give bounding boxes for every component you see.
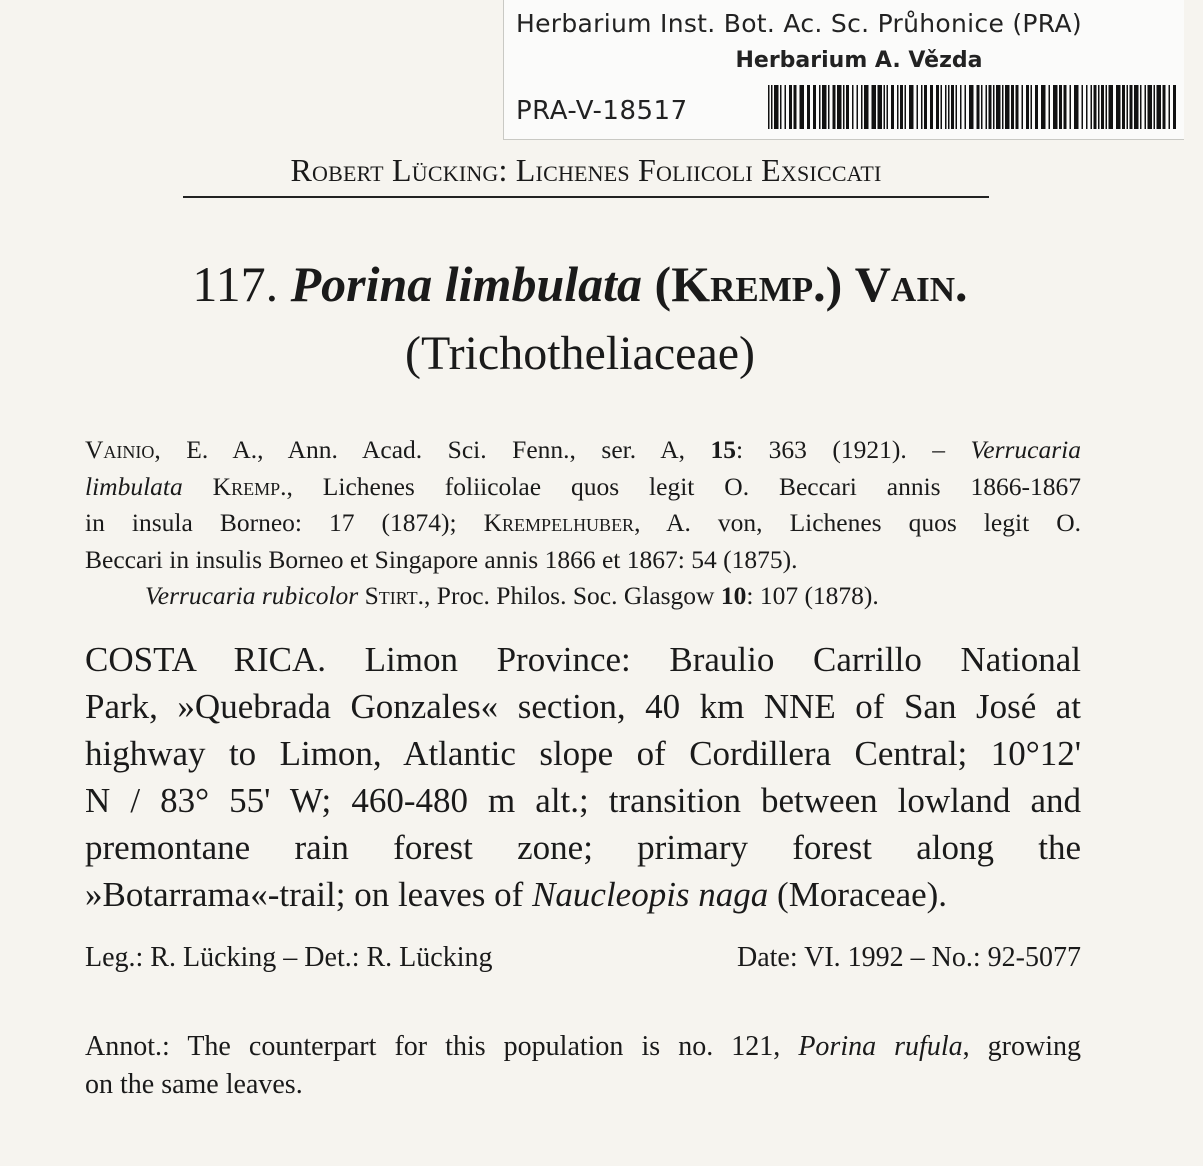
barcode-bar [1022, 85, 1024, 129]
barcode-bar [884, 85, 886, 129]
barcode-bar [1049, 85, 1051, 129]
barcode-bar [794, 85, 797, 129]
barcode-bar [1109, 85, 1114, 129]
author-vainio: Vainio [85, 435, 155, 464]
barcode-bar [828, 85, 830, 129]
citation-text: , Proc. Philos. Soc. Glasgow [424, 581, 721, 610]
taxon-author: Vain. [854, 256, 968, 312]
host-plant-name: Naucleopis naga [532, 875, 769, 914]
barcode [766, 85, 1180, 129]
barcode-bar [861, 85, 863, 129]
barcode-bar [1031, 85, 1033, 129]
barcode-bar [1163, 85, 1166, 129]
date-number: Date: VI. 1992 – No.: 92-5077 [737, 942, 1081, 973]
locality-description [85, 636, 1081, 918]
herbarium-label [503, 0, 1184, 140]
annotation-text: , growing [962, 1031, 1082, 1062]
barcode-bar [1122, 85, 1125, 129]
author-kremp: Kremp. [182, 471, 287, 501]
taxon-title [80, 255, 1080, 313]
barcode-bar [864, 85, 869, 129]
annotation-line-2: on the same leaves. [85, 1069, 303, 1100]
barcode-bar [891, 85, 894, 129]
basionym-author: (Kremp.) [654, 256, 843, 312]
barcode-bar [989, 85, 992, 129]
volume-number: 15 [710, 435, 737, 464]
barcode-bar [852, 85, 854, 129]
barcode-bar [1145, 85, 1147, 129]
barcode-bar [969, 85, 974, 129]
annotation-text: Annot.: The counterpart for this population is no. 121, [85, 1031, 799, 1062]
locality-line-5: premontane rain forest zone; primary forest along the [85, 828, 1081, 867]
barcode-bar [956, 85, 958, 129]
barcode-bar [872, 85, 877, 129]
barcode-bar [833, 85, 836, 129]
exsiccata-number: 117. [192, 256, 279, 312]
barcode-bar [996, 85, 1001, 129]
citation-text: , A. von, Lichenes quos legit O. [634, 508, 1081, 537]
locality-line-2: Park, »Quebrada Gonzales« section, 40 km NNE of San José at [85, 687, 1081, 726]
barcode-bar [1130, 85, 1133, 129]
barcode-bar [1005, 85, 1010, 129]
barcode-bar [945, 85, 947, 129]
barcode-bar [843, 85, 845, 129]
barcode-bar [1011, 85, 1014, 129]
barcode-bar [897, 85, 899, 129]
barcode-bar [1016, 85, 1019, 129]
barcode-bar [780, 85, 782, 129]
citation-text: , E. A., Ann. Acad. Sci. Fenn., ser. A, [154, 435, 711, 464]
series-title: Robert Lücking: Lichenes Foliicoli Exsiccati [290, 152, 882, 188]
barcode-bar [822, 85, 827, 129]
barcode-bar [993, 85, 995, 129]
institution-name: Herbarium Inst. Bot. Ac. Sc. Průhonice (PRA) [516, 9, 1082, 38]
barcode-bar [986, 85, 988, 129]
leg-det: Leg.: R. Lücking – Det.: R. Lücking [85, 942, 493, 973]
barcode-bar [1082, 85, 1084, 129]
nomenclature-citation [85, 432, 1081, 615]
citation-line-5 [85, 578, 1081, 615]
locality-text: (Moraceae). [768, 875, 948, 914]
barcode-bar [789, 85, 792, 129]
barcode-bar [878, 85, 883, 129]
barcode-bar [965, 85, 967, 129]
barcode-bar [1157, 85, 1162, 129]
barcode-bar [1070, 85, 1072, 129]
barcode-bar [785, 85, 787, 129]
citation-text: : 363 (1921). – [736, 435, 971, 464]
barcode-bar [1086, 85, 1088, 129]
barcode-bar [960, 85, 962, 129]
barcode-bar [807, 85, 810, 129]
barcode-bar [930, 85, 933, 129]
barcode-bar [819, 85, 821, 129]
collection-name: Herbarium A. Vězda [735, 48, 983, 73]
barcode-bar [936, 85, 939, 129]
accession-number: PRA-V-18517 [516, 96, 688, 126]
barcode-bar [1169, 85, 1171, 129]
barcode-bar [981, 85, 983, 129]
counterpart-taxon: Porina rufula [798, 1031, 963, 1062]
barcode-bar [1026, 85, 1029, 129]
citation-line-2 [85, 469, 1081, 506]
barcode-bar [774, 85, 779, 129]
barcode-bar [1134, 85, 1139, 129]
citation-line-3 [85, 505, 1081, 542]
collector-line [85, 942, 1081, 974]
barcode-bar [837, 85, 842, 129]
barcode-bar [1053, 85, 1058, 129]
barcode-bar [905, 85, 907, 129]
barcode-bar [1091, 85, 1093, 129]
barcode-bar [846, 85, 849, 129]
barcode-bar [771, 85, 773, 129]
locality-text: »Botarrama«-trail; on leaves of [85, 875, 533, 914]
barcode-bar [857, 85, 859, 129]
locality-line-1: COSTA RICA. Limon Province: Braulio Carrillo National [85, 640, 1081, 679]
citation-text: , Lichenes foliicolae quos legit O. Beccari annis 1866-1867 [286, 471, 1081, 501]
annotation-line-1 [85, 1028, 1081, 1066]
barcode-bar [921, 85, 923, 129]
barcode-bar [1154, 85, 1156, 129]
locality-line-6 [85, 871, 1081, 918]
barcode-bar [1059, 85, 1062, 129]
barcode-bar [1074, 85, 1079, 129]
citation-text: : 107 (1878). [746, 581, 879, 610]
barcode-bar [1127, 85, 1129, 129]
barcode-bar [941, 85, 943, 129]
barcode-bar [948, 85, 950, 129]
locality-line-4: N / 83° 55' W; 460-480 m alt.; transition between lowland and [85, 781, 1081, 820]
barcode-bar [900, 85, 903, 129]
citation-line-4: Beccari in insulis Borneo et Singapore annis 1866 et 1867: 54 (1875). [85, 544, 798, 574]
barcode-bar [1002, 85, 1004, 129]
barcode-bar [768, 85, 770, 129]
taxon-name: Porina limbulata [290, 256, 643, 312]
barcode-bar [887, 85, 889, 129]
series-underline [183, 196, 989, 198]
barcode-bar [1106, 85, 1108, 129]
barcode-bar [1116, 85, 1121, 129]
volume-number: 10 [720, 581, 747, 610]
taxon-family: (Trichotheliaceae) [404, 327, 756, 380]
synonym-genus: Verrucaria [970, 435, 1081, 464]
synonym-name: Verrucaria rubicolor [145, 581, 359, 610]
barcode-bar [917, 85, 919, 129]
synonym-epithet: limbulata [85, 471, 183, 501]
barcode-bar [800, 85, 805, 129]
barcode-bar [1101, 85, 1104, 129]
citation-line-1 [85, 432, 1081, 469]
barcode-bar [1035, 85, 1038, 129]
barcode-bar [909, 85, 914, 129]
author-krempelhuber: Krempelhuber [483, 508, 635, 537]
barcode-bar [1041, 85, 1046, 129]
citation-text: in insula Borneo: 17 (1874); [85, 508, 484, 537]
barcode-bar [813, 85, 816, 129]
author-stirt: Stirt. [358, 581, 425, 610]
barcode-bar [1098, 85, 1100, 129]
barcode-bar [924, 85, 927, 129]
barcode-bar [1173, 85, 1176, 129]
barcode-bar [977, 85, 980, 129]
annotation [85, 1028, 1081, 1104]
barcode-bar [1094, 85, 1097, 129]
barcode-bar [1148, 85, 1153, 129]
barcode-bar [951, 85, 954, 129]
barcode-bar [1140, 85, 1142, 129]
barcode-bar [1064, 85, 1067, 129]
locality-line-3: highway to Limon, Atlantic slope of Cordillera Central; 10°12' [85, 734, 1081, 773]
